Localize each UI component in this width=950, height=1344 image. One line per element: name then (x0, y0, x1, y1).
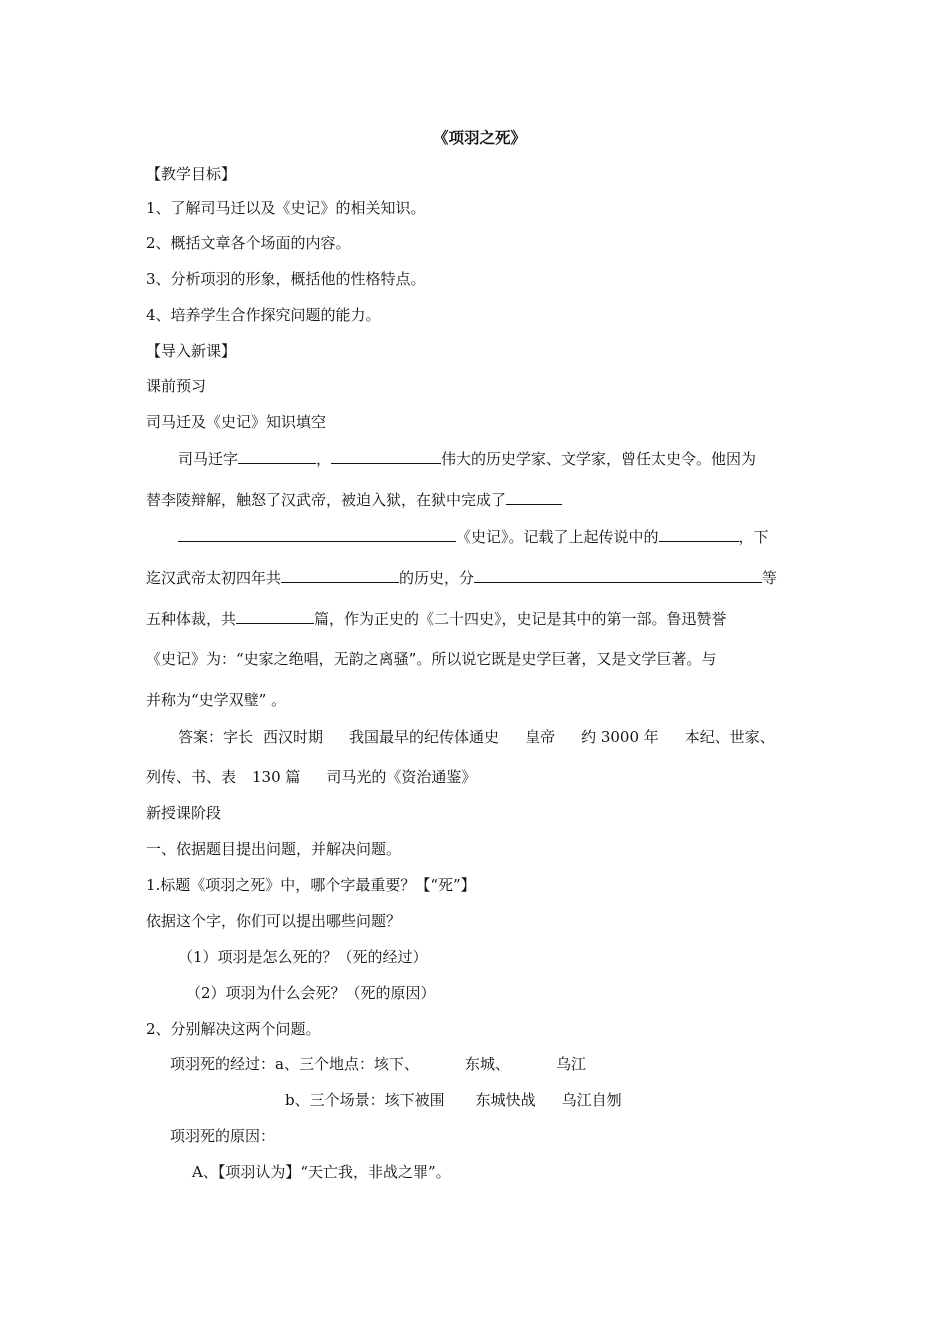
answer-item: 130 篇 (252, 768, 301, 786)
fill-text: ，下 (738, 528, 769, 546)
intro-heading: 【导入新课】 (146, 342, 237, 360)
fill-line-6: 《史记》为：“史家之绝唱，无韵之离骚”。所以说它既是史学巨著，又是文学巨著。与 (146, 650, 717, 668)
fill-text: 替李陵辩解，触怒了汉武帝，被迫入狱，在狱中完成了 (146, 491, 507, 509)
fill-blank (238, 448, 316, 464)
answer-item: 列传、书、表 (146, 768, 237, 786)
objectives-heading: 【教学目标】 (146, 165, 237, 183)
answer-item: 本纪、世家、 (684, 728, 775, 746)
fill-blank (178, 526, 456, 542)
fill-blank (474, 567, 762, 583)
fill-title: 司马迁及《史记》知识填空 (146, 413, 327, 431)
cause-a: A、【项羽认为】“天亡我，非战之罪”。 (192, 1163, 451, 1181)
fill-text: 迄汉武帝太初四年共 (146, 569, 282, 587)
answer-item: 司马光的《资治通鉴》 (326, 768, 477, 786)
objective-item: 3、分析项羽的形象，概括他的性格特点。 (146, 270, 426, 288)
fill-text: ， (316, 450, 332, 468)
answer-item: 字长 (223, 728, 254, 746)
question-1-follow: 依据这个字，你们可以提出哪些问题？ (146, 912, 402, 930)
fill-line-2 (146, 489, 562, 510)
process-b-label: b、三个场景： (285, 1091, 385, 1109)
preview-label: 课前预习 (146, 377, 207, 395)
cause-label: 项羽死的原因： (170, 1127, 276, 1145)
question-1: 1.标题《项羽之死》中，哪个字最重要？【“死”】 (146, 876, 476, 894)
objective-item: 2、概括文章各个场面的内容。 (146, 234, 351, 252)
answer-label: 答案： (178, 728, 224, 746)
sub-question-1: （1）项羽是怎么死的？（死的经过） (178, 948, 428, 966)
fill-line-4 (146, 567, 777, 588)
fill-blank (281, 567, 399, 583)
fill-line-3 (178, 526, 769, 547)
process-item: 东城、 (464, 1055, 510, 1073)
fill-blank (506, 489, 562, 505)
answer-item: 我国最早的纪传体通史 (349, 728, 500, 746)
process-line-a (170, 1054, 586, 1074)
fill-text: 《史记》。记载了上起传说中的 (456, 528, 659, 546)
process-item: 乌江 (556, 1055, 587, 1073)
fill-text: 等 (762, 569, 778, 587)
answer-line-2 (146, 767, 476, 787)
objective-item: 4、培养学生合作探究问题的能力。 (146, 306, 381, 324)
process-item: 东城快战 (475, 1091, 536, 1109)
process-a-label: a、三个地点： (275, 1055, 374, 1073)
answer-item: 西汉时期 (263, 728, 324, 746)
fill-text: 篇，作为正史的《二十四史》，史记是其中的第一部。鲁迅赞誉 (314, 610, 727, 628)
fill-blank (659, 526, 739, 542)
answer-line-1 (178, 727, 775, 747)
sub-question-2: （2）项羽为什么会死？（死的原因） (186, 984, 436, 1002)
fill-text: 五种体裁，共 (146, 610, 237, 628)
answer-item: 约 3000 年 (581, 728, 659, 746)
section-2: 2、分别解决这两个问题。 (146, 1020, 321, 1038)
fill-line-5 (146, 608, 727, 629)
process-line-b (285, 1090, 622, 1110)
fill-blank (236, 608, 314, 624)
fill-text: 伟大的历史学家、文学家，曾任太史令。他因为 (441, 450, 757, 468)
fill-line-1 (178, 448, 756, 469)
document-title: 《项羽之死》 (433, 128, 527, 147)
fill-text: 司马迁字 (178, 450, 239, 468)
new-lesson-heading: 新授课阶段 (146, 804, 222, 822)
process-item: 垓下、 (373, 1055, 419, 1073)
fill-text: 的历史，分 (399, 569, 475, 587)
process-item: 垓下被围 (384, 1091, 445, 1109)
process-label: 项羽死的经过： (170, 1055, 276, 1073)
fill-line-7: 并称为“史学双璧” 。 (146, 691, 287, 709)
objective-item: 1、了解司马迁以及《史记》的相关知识。 (146, 199, 426, 217)
fill-blank (331, 448, 441, 464)
section-1: 一、依据题目提出问题，并解决问题。 (146, 840, 402, 858)
answer-item: 皇帝 (525, 728, 556, 746)
process-item: 乌江自刎 (561, 1091, 622, 1109)
